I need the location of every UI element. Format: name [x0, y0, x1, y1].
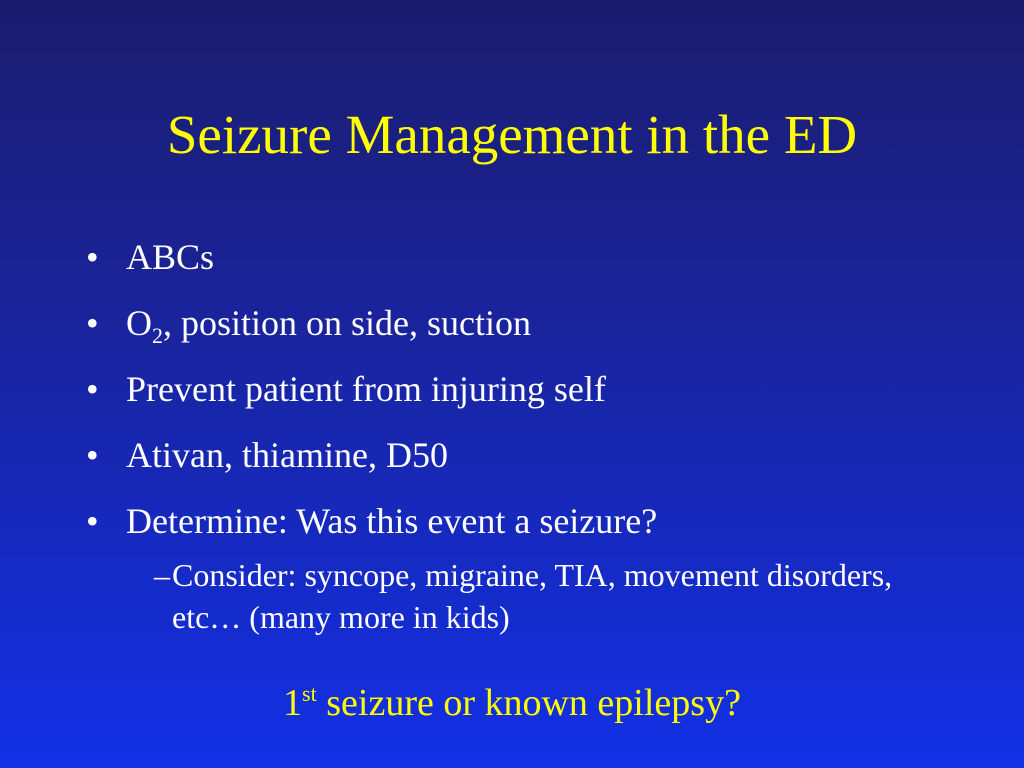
footer-text: seizure or known epilepsy?	[316, 682, 741, 724]
bullet-dot-icon: •	[86, 501, 99, 541]
bullet-item-determine	[86, 498, 986, 544]
bullet-dot-icon: •	[86, 303, 99, 343]
dash-icon: –	[154, 557, 170, 593]
bullet-text: ABCs	[126, 237, 215, 277]
footer-text-number: 1	[283, 682, 303, 724]
bullet-text: O	[126, 303, 152, 343]
bullet-dot-icon: •	[86, 369, 99, 409]
bullet-text: Determine: Was this event a seizure?	[126, 501, 658, 541]
bullet-text-continued: , position on side, suction	[163, 303, 531, 343]
bullet-item-prevent-injury	[86, 366, 986, 412]
sub-bullet-text: Consider: syncope, migraine, TIA, movement disorders, etc… (many more in kids)	[172, 557, 893, 635]
bullet-list	[86, 234, 986, 638]
bullet-dot-icon: •	[86, 435, 99, 475]
sub-bullet-item-consider	[154, 554, 932, 638]
footer-superscript: st	[302, 681, 317, 706]
bullet-item-oxygen	[86, 300, 986, 346]
bullet-item-abcs	[86, 234, 986, 280]
bullet-subscript: 2	[152, 323, 163, 348]
slide-title: Seizure Management in the ED	[166, 104, 858, 165]
bullet-text: Ativan, thiamine, D50	[126, 435, 448, 475]
footer-question	[0, 678, 1024, 728]
bullet-dot-icon: •	[86, 237, 99, 277]
bullet-text: Prevent patient from injuring self	[126, 369, 606, 409]
bullet-item-medications	[86, 432, 986, 478]
